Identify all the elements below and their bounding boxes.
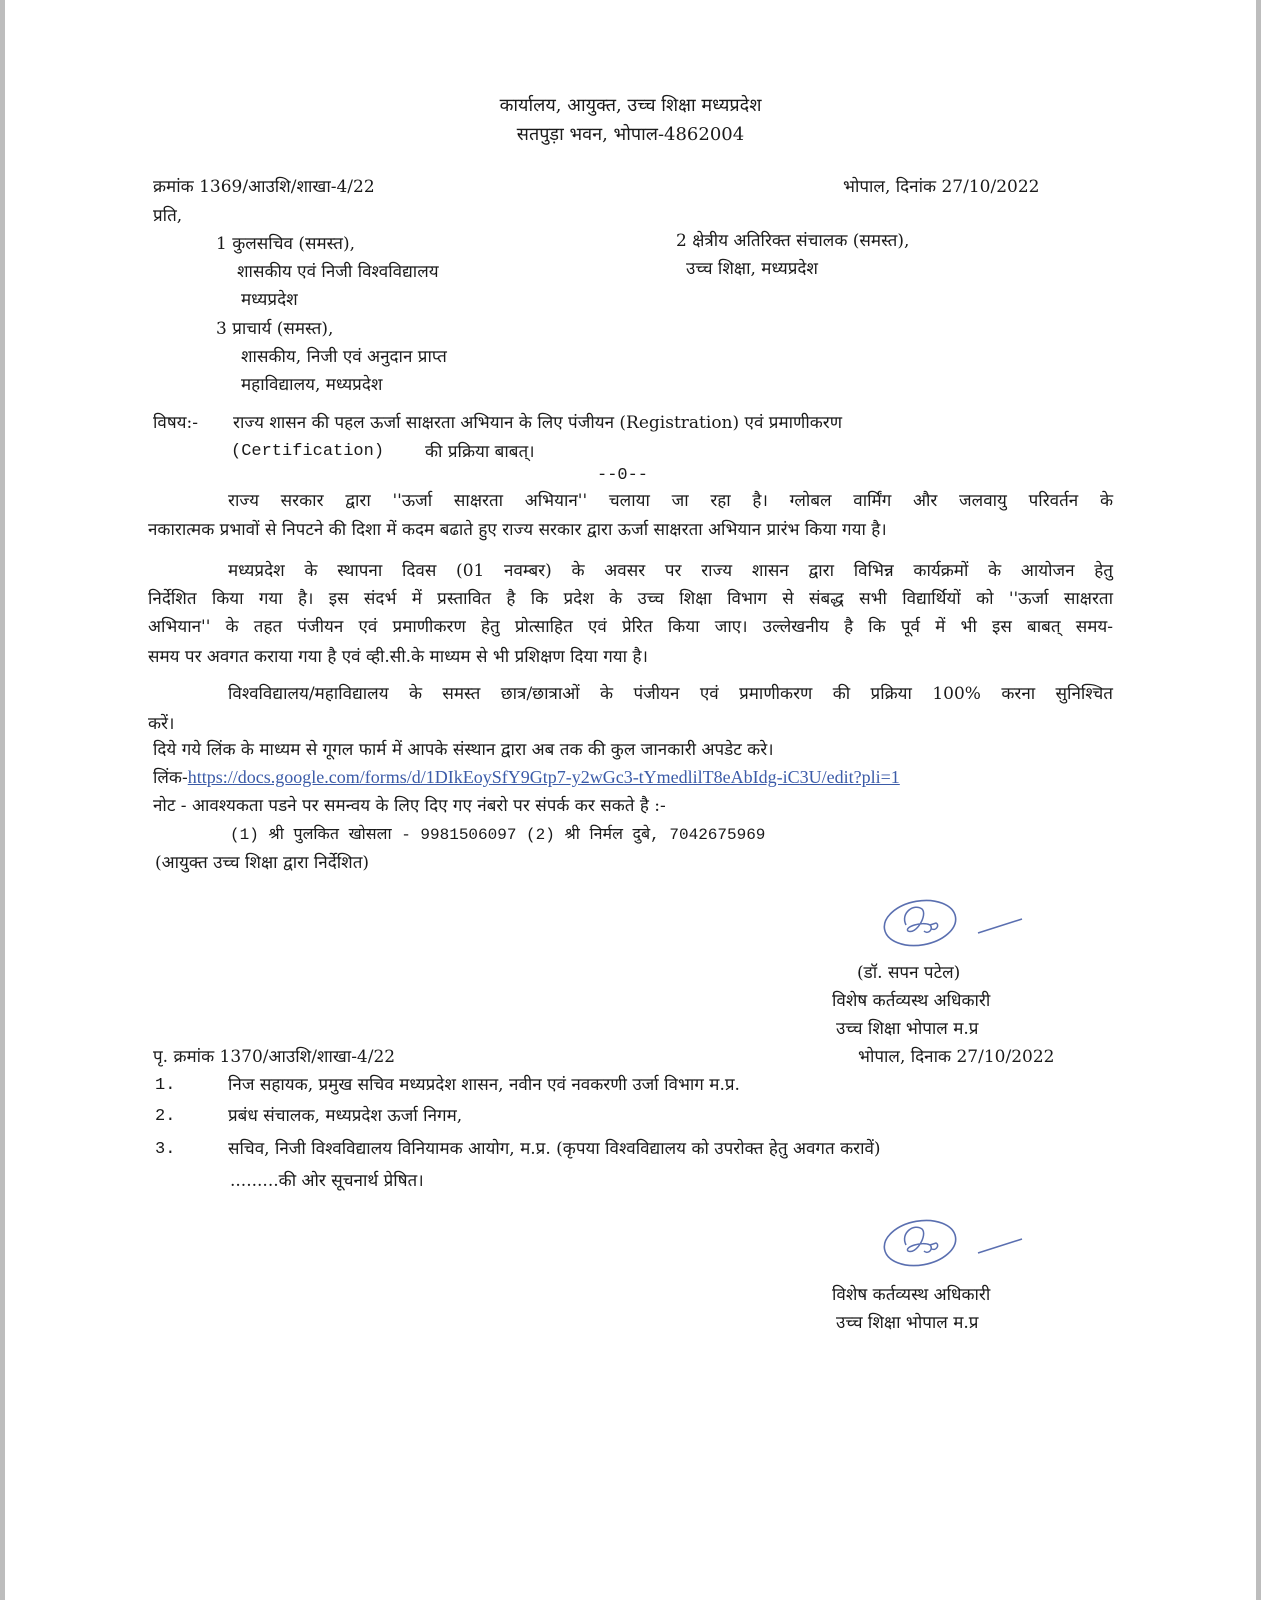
forwarded-note: .........की ओर सूचनार्थ प्रेषित। xyxy=(230,1171,424,1191)
para2-line-3: अभियान'' के तहत पंजीयन एवं प्रमाणीकरण हेतु प्रोत्साहित एवं प्रेरित किया जाए। उल्लेखनीय है कि पूर्व में भी इस बाबत् समय- xyxy=(148,617,1113,637)
letter-date: भोपाल, दिनांक 27/10/2022 xyxy=(843,177,1040,197)
subject-line-2: की प्रक्रिया बाबत्। xyxy=(425,442,535,462)
signatory-designation: विशेष कर्तव्यस्थ अधिकारी xyxy=(832,991,991,1011)
endorsement-item-3: सचिव, निजी विश्वविद्यालय विनियामक आयोग, म.प्र. (कृपया विश्वविद्यालय को उपरोक्त हेतु अवगत करावें) xyxy=(228,1139,881,1159)
subject-line-1: राज्य शासन की पहल ऊर्जा साक्षरता अभियान के लिए पंजीयन (Registration) एवं प्रमाणीकरण xyxy=(233,413,843,433)
para2-line-1: मध्यप्रदेश के स्थापना दिवस (01 नवम्बर) के अवसर पर राज्य शासन द्वारा विभिन्न कार्यक्रमों के आयोजन हेतु xyxy=(228,561,1113,581)
update-instruction: दिये गये लिंक के माध्यम से गूगल फार्म में आपके संस्थान द्वारा अब तक की कुल जानकारी अपडेट करे। xyxy=(153,740,774,760)
para1-line-1: राज्य सरकार द्वारा ''ऊर्जा साक्षरता अभियान'' चलाया जा रहा है। ग्लोबल वार्मिंग और जलवायु परिवर्तन के xyxy=(228,491,1113,511)
letter-number: क्रमांक 1369/आउशि/शाखा-4/22 xyxy=(153,177,375,197)
signatory-name: (डॉ. सपन पटेल) xyxy=(857,963,961,983)
subject-certification: (Certification) xyxy=(231,442,385,461)
to-label: प्रति, xyxy=(153,206,183,226)
office-address: सतपुड़ा भवन, भोपाल-4862004 xyxy=(516,124,745,145)
directed-by: (आयुक्त उच्च शिक्षा द्वारा निर्देशित) xyxy=(155,853,370,873)
link-label: लिंक- xyxy=(153,768,188,788)
endorsement-item-1-num: 1. xyxy=(155,1076,176,1095)
endorsement-item-2: प्रबंध संचालक, मध्यप्रदेश ऊर्जा निगम, xyxy=(228,1106,463,1126)
signatory-2-office: उच्च शिक्षा भोपाल म.प्र xyxy=(836,1313,979,1333)
recipient-1-line-1: 1 कुलसचिव (समस्त), xyxy=(216,234,355,254)
recipient-1-line-3: मध्यप्रदेश xyxy=(241,290,298,310)
signatory-2-designation: विशेष कर्तव्यस्थ अधिकारी xyxy=(832,1285,991,1305)
endorsement-item-2-num: 2. xyxy=(155,1107,176,1126)
signature-1 xyxy=(878,895,1028,955)
endorsement-date: भोपाल, दिनाक 27/10/2022 xyxy=(858,1047,1055,1067)
note-line: नोट - आवश्यकता पडने पर समन्वय के लिए दिए गए नंबरो पर संपर्क कर सकते है :- xyxy=(153,796,666,816)
signature-2 xyxy=(878,1215,1028,1275)
recipient-1-line-2: शासकीय एवं निजी विश्वविद्यालय xyxy=(237,262,439,282)
para3-line-2: करें। xyxy=(148,714,175,734)
recipient-3-line-2: शासकीय, निजी एवं अनुदान प्राप्त xyxy=(241,347,447,367)
page-frame-left xyxy=(0,0,5,1600)
endorsement-number: पृ. क्रमांक 1370/आउशि/शाखा-4/22 xyxy=(153,1047,396,1067)
signatory-office: उच्च शिक्षा भोपाल म.प्र xyxy=(836,1019,979,1039)
google-form-link[interactable]: https://docs.google.com/forms/d/1DIkEoySfY9Gtp7-y2wGc3-tYmedlilT8eAbIdg-iC3U/edit?pli=1 xyxy=(187,767,900,787)
recipient-2-line-1: 2 क्षेत्रीय अतिरिक्त संचालक (समस्त), xyxy=(676,231,910,251)
recipient-2-line-2: उच्च शिक्षा, मध्यप्रदेश xyxy=(686,259,818,279)
para2-line-4: समय पर अवगत कराया गया है एवं व्ही.सी.के माध्यम से भी प्रशिक्षण दिया गया है। xyxy=(148,647,648,667)
para1-line-2: नकारात्मक प्रभावों से निपटने की दिशा में कदम बढाते हुए राज्य सरकार द्वारा ऊर्जा साक्षरता अभियान प्रारंभ किया गया है। xyxy=(148,520,887,540)
subject-label: विषय:- xyxy=(153,413,199,433)
recipient-3-line-3: महाविद्यालय, मध्यप्रदेश xyxy=(241,375,383,395)
para3-line-1: विश्वविद्यालय/महाविद्यालय के समस्त छात्र/छात्राओं के पंजीयन एवं प्रमाणीकरण की प्रक्रिया 100% करना सुनिश्चित xyxy=(228,684,1113,704)
contact-numbers: (1) श्री पुलकित खोसला - 9981506097 (2) श्री निर्मल दुबे, 7042675969 xyxy=(230,826,766,844)
recipient-3-line-1: 3 प्राचार्य (समस्त), xyxy=(216,319,334,339)
office-title: कार्यालय, आयुक्त, उच्च शिक्षा मध्यप्रदेश xyxy=(499,95,762,116)
page-frame-right xyxy=(1256,0,1261,1600)
para2-line-2: निर्देशित किया गया है। इस संदर्भ में प्रस्तावित है कि प्रदेश के उच्च शिक्षा विभाग से संबद्ध सभी विद्यार्थियों को ''ऊर्जा साक्षरता xyxy=(148,589,1113,609)
endorsement-item-1: निज सहायक, प्रमुख सचिव मध्यप्रदेश शासन, नवीन एवं नवकरणी उर्जा विभाग म.प्र. xyxy=(228,1075,740,1095)
endorsement-item-3-num: 3. xyxy=(155,1140,176,1159)
separator: --0-- xyxy=(597,466,649,485)
